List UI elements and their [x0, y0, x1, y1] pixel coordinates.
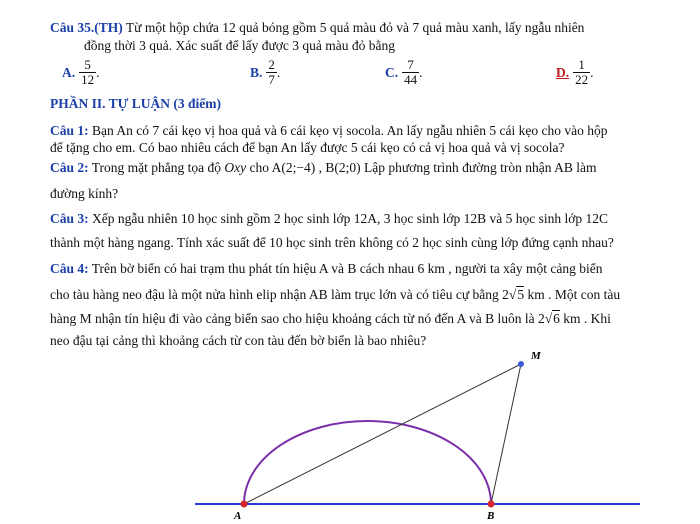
c4-text-4: neo đậu tại cảng thì khoảng cách từ con tàu đến bờ biển là bao nhiêu?: [50, 333, 427, 348]
point-a-label: A: [234, 510, 242, 522]
half-ellipse-arc: [244, 421, 491, 504]
section-heading: PHẦN II. TỰ LUẬN (3 điểm): [50, 96, 221, 111]
c1-text-1: Bạn An có 7 cái kẹo vị hoa quả và 6 cái kẹo vị socola. An lấy ngẫu nhiên 5 cái kẹo cho vào hộp: [88, 123, 608, 138]
option-d-label: D.: [556, 64, 570, 80]
c4-root-6: 6: [553, 311, 560, 326]
c3-text-2: thành một hàng ngang. Tính xác suất để 10 học sinh trên không có 2 học sinh cùng lớp đứng cạnh nhau?: [50, 235, 614, 250]
c2-point-a: A(2;−4): [271, 160, 316, 175]
segment-am: [244, 364, 521, 504]
option-a[interactable]: A. $\frac{5}{12}$ .: [62, 57, 100, 87]
option-c-label: C.: [385, 64, 399, 80]
point-m-dot: [518, 361, 524, 367]
q35-label: Câu 35.(TH): [50, 20, 123, 35]
point-m-label: M: [531, 350, 541, 362]
c4-text-2b: km . Một con tàu: [524, 287, 621, 302]
c4-text-3a: hàng M nhận tín hiệu đi vào cảng biển sao cho hiệu khoảng cách từ nó đến A và B luôn là 2: [50, 311, 545, 326]
sqrt-icon: √: [508, 287, 517, 302]
option-a-label: A.: [62, 64, 76, 80]
option-a-numerator: 5: [84, 57, 91, 72]
option-b-numerator: 2: [268, 57, 275, 72]
option-d-numerator: 1: [578, 57, 585, 72]
c1-label: Câu 1:: [50, 123, 89, 138]
c2-label: Câu 2:: [50, 160, 89, 175]
c3-label: Câu 3:: [50, 211, 89, 226]
option-c[interactable]: C. $\frac{7}{44}$ .: [385, 57, 423, 87]
point-a-dot: [241, 501, 248, 508]
q35-text-2: đồng thời 3 quả. Xác suất để lấy được 3 quả màu đỏ bằng: [84, 38, 396, 53]
option-b-denominator: 7: [268, 72, 275, 87]
option-c-numerator: 7: [407, 57, 414, 72]
c4-label: Câu 4:: [50, 261, 89, 276]
c2-post: Lập phương trình đường tròn nhận AB làm: [360, 160, 597, 175]
option-d-denominator: 22: [575, 72, 589, 87]
q35-text-1: Từ một hộp chứa 12 quả bóng gồm 5 quả màu đỏ và 7 quả màu xanh, lấy ngẫu nhiên: [122, 20, 585, 35]
c2-pre: Trong mặt phẳng tọa độ: [88, 160, 225, 175]
c4-root-5: 5: [517, 287, 525, 302]
option-b[interactable]: B. $\frac{2}{7}$ .: [250, 57, 281, 87]
sqrt-icon: √: [544, 311, 553, 326]
point-b-dot: [488, 501, 495, 508]
point-b-label: B: [487, 510, 495, 522]
segment-bm: [491, 364, 521, 504]
c2-comma: ,: [315, 160, 326, 175]
option-d[interactable]: D. $\frac{1}{22}$ .: [556, 57, 594, 87]
c4-text-1: Trên bờ biển có hai trạm thu phát tín hiệu A và B cách nhau 6 km , người ta xây một cảng biển: [88, 261, 603, 276]
c4-text-3b: km . Khi: [559, 311, 611, 326]
c2-text-2: đường kính?: [50, 186, 119, 201]
c2-point-b: B(2;0): [325, 160, 361, 175]
option-a-denominator: 12: [81, 72, 95, 87]
option-c-denominator: 44: [404, 72, 418, 87]
c1-text-2: để tặng cho em. Có bao nhiêu cách để bạn An lấy được 5 cái kẹo có cả vị hoa quả và vị socola?: [50, 140, 565, 155]
c2-oxy: Oxy: [224, 160, 247, 175]
option-b-label: B.: [250, 64, 263, 80]
c2-mid: cho: [246, 160, 272, 175]
c4-text-2a: cho tàu hàng neo đậu là một nửa hình elip nhận AB làm trục lớn và có tiêu cự bằng 2: [50, 287, 509, 302]
c3-text-1: Xếp ngẫu nhiên 10 học sinh gồm 2 học sinh lớp 12A, 3 học sinh lớp 12B và 5 học sinh lớp 12C: [88, 211, 609, 226]
